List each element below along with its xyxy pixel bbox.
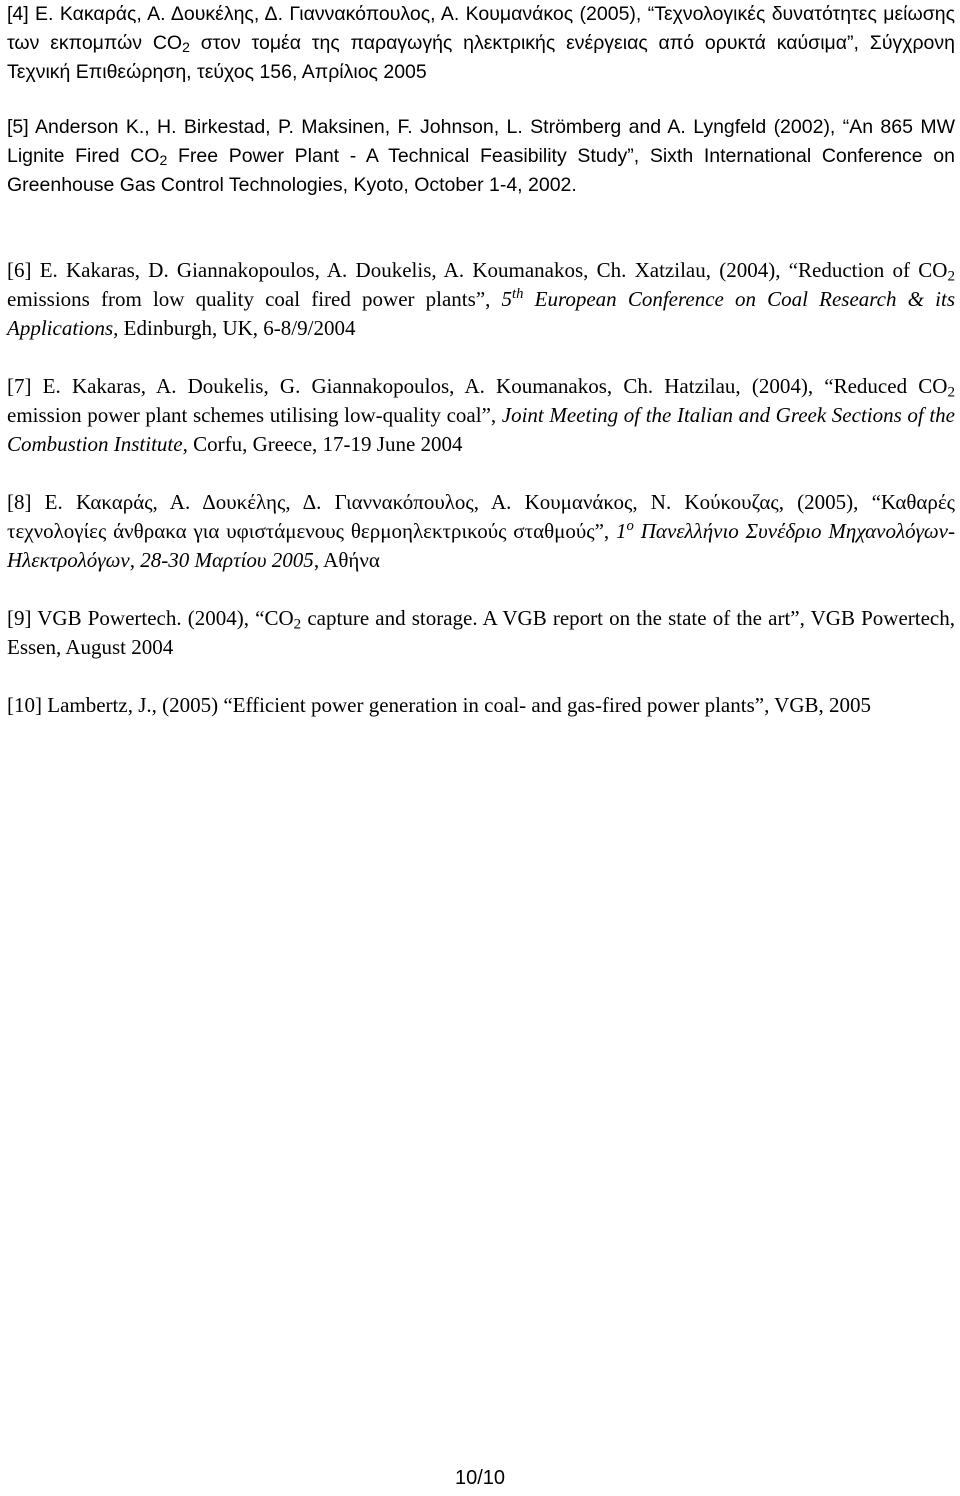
meeting-title: Joint Meeting of the Italian and Greek Sections of the Combustion Institute — [7, 403, 955, 456]
reference-8 — [7, 488, 955, 575]
reference-4-text-cont: στον τομέα της παραγωγής ηλεκτρικής ενέργειας από ορυκτά καύσιμα”, Σύγχρονη Τεχνική Επιθεώρηση, τεύχος 156, Απρίλιος 2005 — [7, 32, 955, 83]
conference-title: European Conference on Coal Research & its Applications, — [7, 287, 955, 340]
subscript-2: 2 — [182, 39, 190, 56]
subscript-2: 2 — [947, 384, 955, 401]
reference-7-text-cont: emission power plant schemes utilising low-quality coal”, — [7, 403, 502, 427]
reference-7-location: , Corfu, Greece, 17-19 June 2004 — [182, 432, 463, 456]
reference-4 — [7, 0, 955, 87]
reference-8-text: [8] Ε. Κακαράς, Α. Δουκέλης, Δ. Γιαννακόπουλος, Α. Κουμανάκος, Ν. Κούκουζας, (2005), “Καθαρές τεχνολογίες άνθρακα για υφιστάμενους θερμοηλεκτρικούς σταθμούς”, — [7, 490, 955, 543]
conference-ordinal: 5 — [501, 287, 513, 311]
reference-9 — [7, 604, 955, 662]
reference-5-text-cont: Free Power Plant - A Technical Feasibility Study”, Sixth International Conference on Greenhouse Gas Control Technologies, Kyoto, October 1-4, 2002. — [7, 145, 955, 196]
conference-ordinal: 1 — [616, 519, 627, 543]
reference-7 — [7, 372, 955, 459]
reference-9-text: [9] VGB Powertech. (2004), “CO — [7, 606, 294, 630]
reference-9-text-cont: capture and storage. A VGB report on the state of the art”, VGB Powertech, Essen, August 2004 — [7, 606, 955, 659]
subscript-2: 2 — [947, 268, 955, 285]
reference-8-location: , Αθήνα — [313, 548, 380, 572]
reference-5-text: [5] Anderson K., H. Birkestad, P. Maksinen, F. Johnson, L. Strömberg and A. Lyngfeld (2002), “An 865 MW Lignite Fired CO — [7, 116, 955, 167]
reference-6-text-cont: emissions from low quality coal fired power plants”, — [7, 287, 502, 311]
conference-title: Πανελλήνιο Συνέδριο Μηχανολόγων-Ηλεκτρολόγων, 28-30 Μαρτίου 2005 — [7, 519, 955, 572]
reference-6 — [7, 256, 955, 343]
reference-7-text: [7] E. Kakaras, A. Doukelis, G. Giannakopoulos, A. Koumanakos, Ch. Hatzilau, (2004), “Reduced CO — [7, 374, 948, 398]
subscript-2: 2 — [293, 616, 302, 633]
reference-4-text: [4] Ε. Κακαράς, Α. Δουκέλης, Δ. Γιαννακόπουλος, Α. Κουμανάκος (2005), “Τεχνολογικές δυνατότητες μείωσης των εκπομπών CO — [7, 3, 955, 54]
superscript-o: ο — [626, 517, 634, 534]
reference-5 — [7, 113, 955, 200]
subscript-2: 2 — [159, 152, 168, 169]
superscript-th: th — [512, 285, 524, 302]
reference-6-text: [6] E. Kakaras, D. Giannakopoulos, A. Doukelis, A. Koumanakos, Ch. Xatzilau, (2004), “Reduction of CO — [7, 258, 948, 282]
reference-10 — [7, 691, 955, 720]
page-number: 10/10 — [454, 1467, 506, 1489]
reference-6-location: Edinburgh, UK, 6-8/9/2004 — [118, 316, 356, 340]
reference-10-text: [10] Lambertz, J., (2005) “Efficient power generation in coal- and gas-fired power plants”, VGB, 2005 — [7, 693, 872, 717]
